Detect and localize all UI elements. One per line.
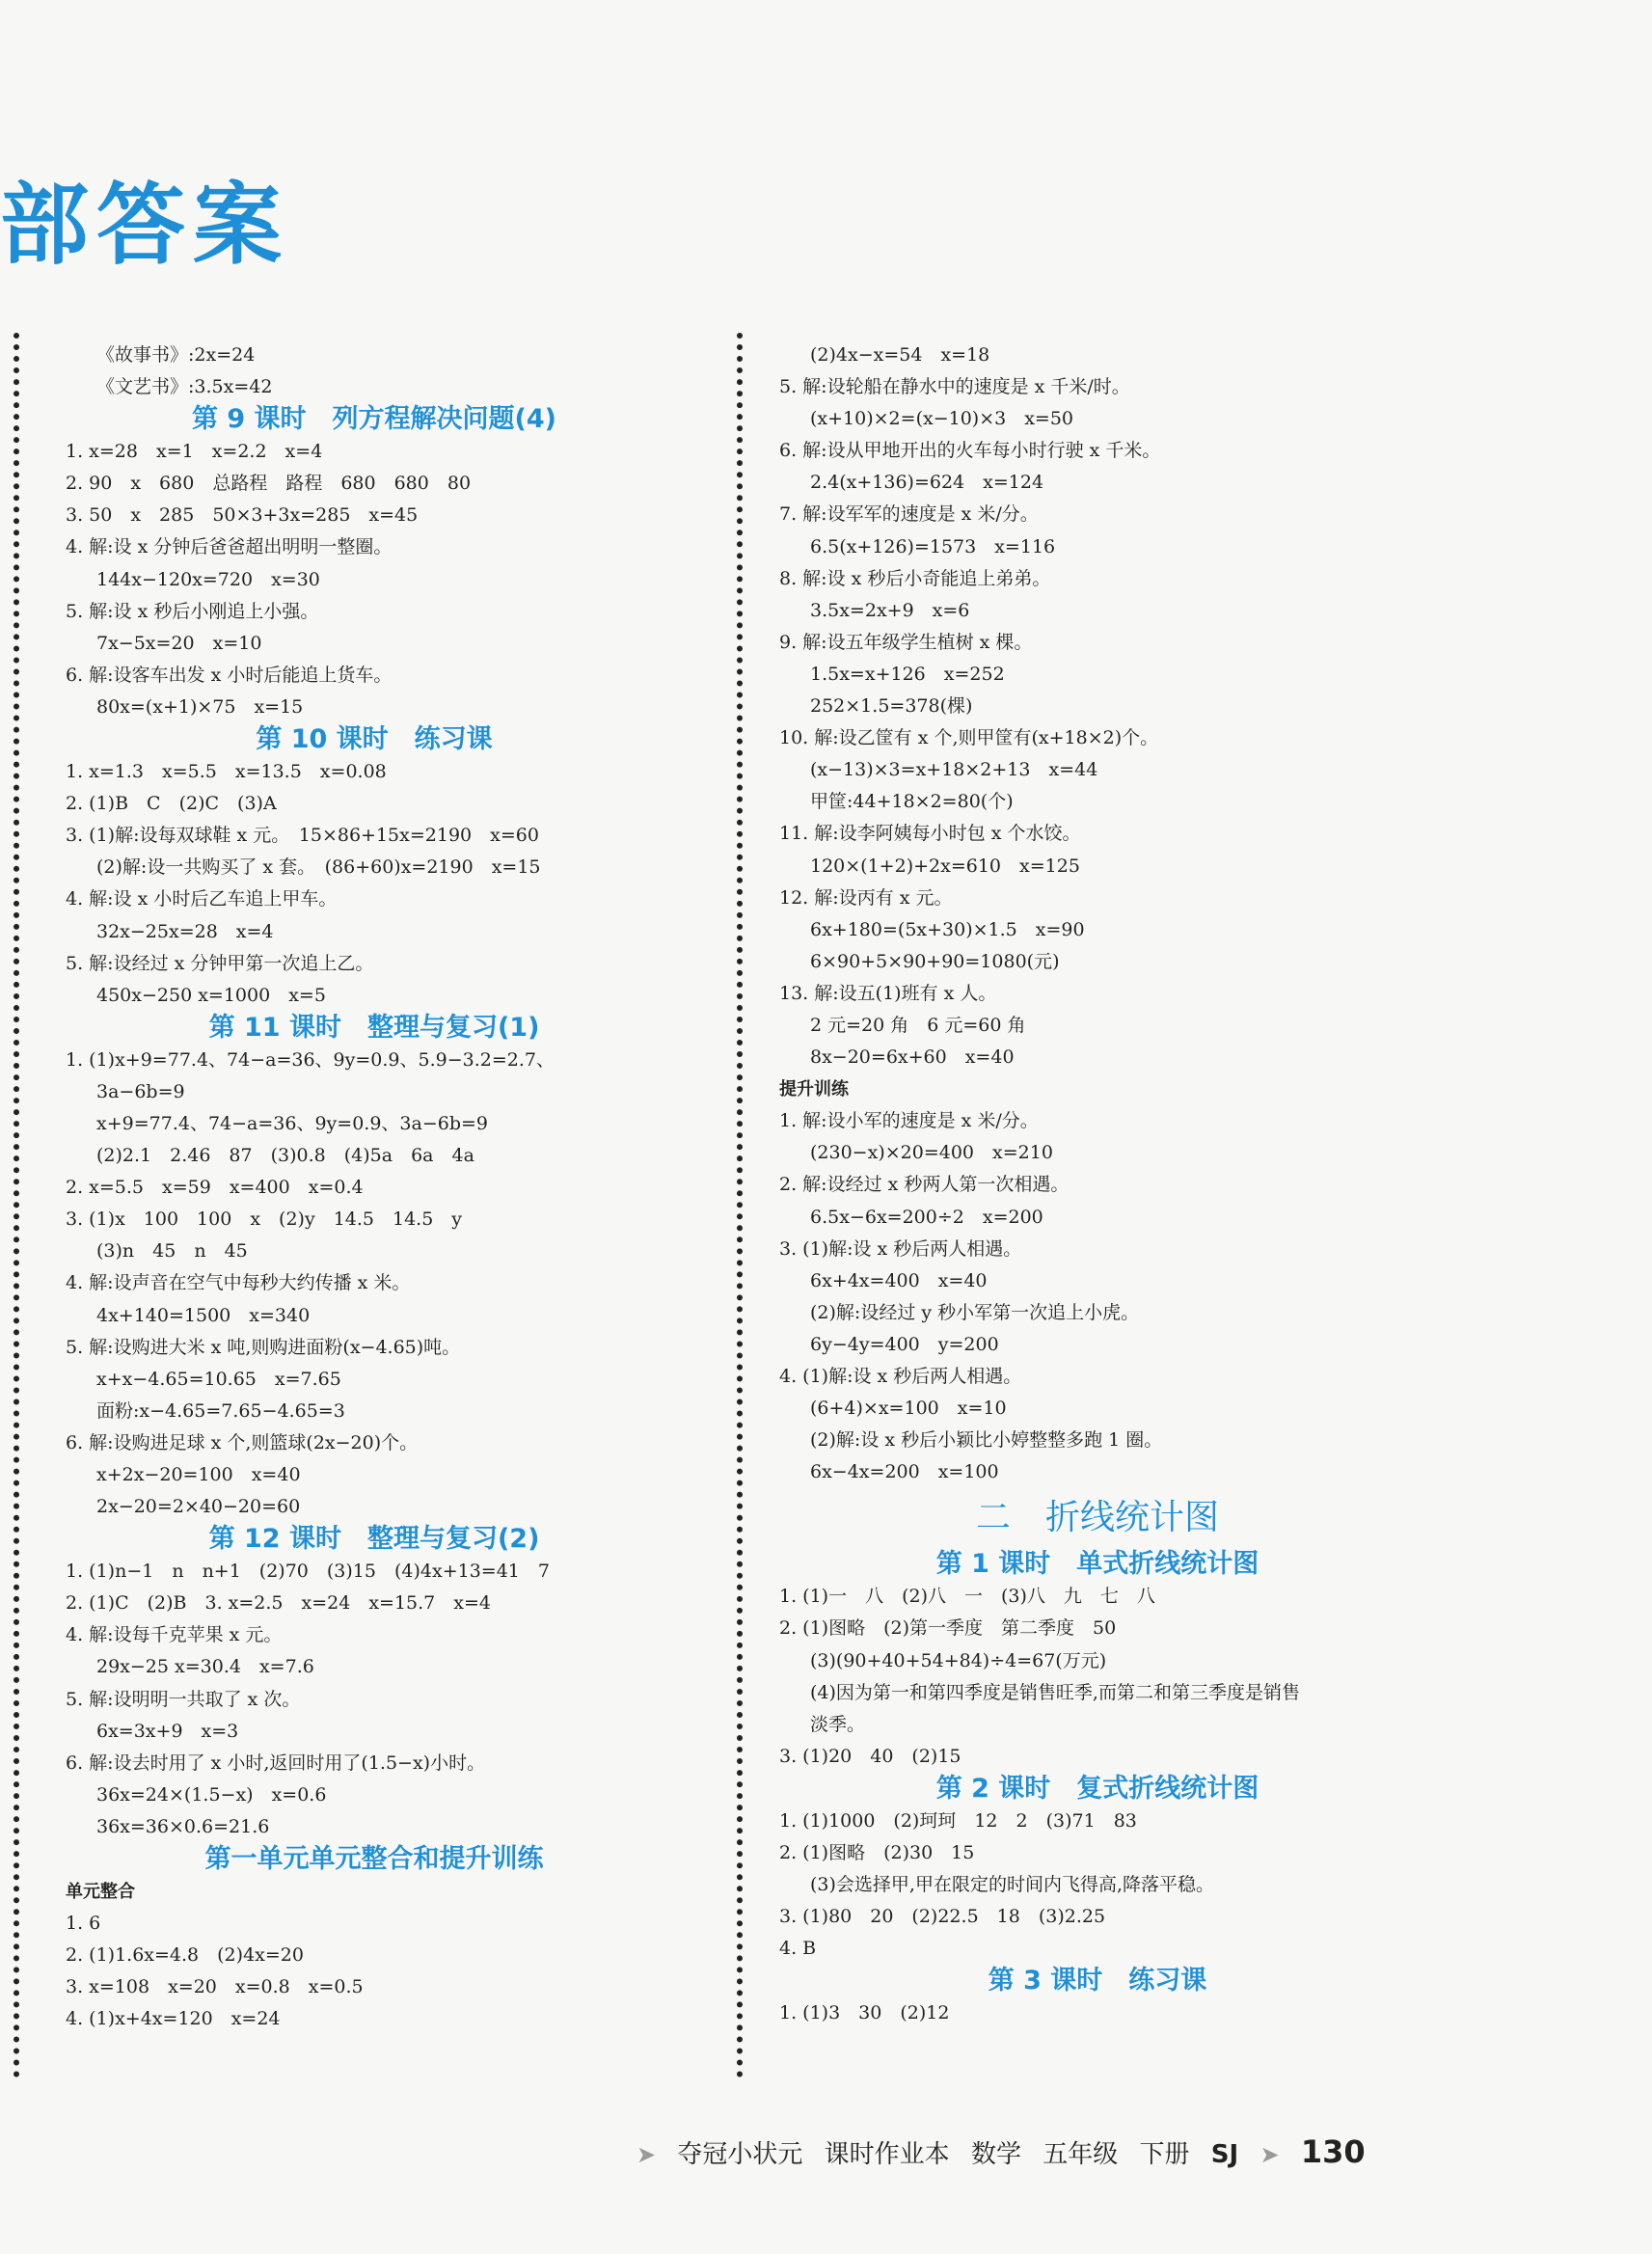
answer-item: 4. 解:设 x 小时后乙车追上甲车。: [66, 888, 338, 910]
answer-detail: (3)会选择甲,甲在限定的时间内飞得高,降落平稳。: [810, 1874, 1214, 1896]
answer-detail: (2)解:设经过 y 秒小军第一次追上小虎。: [810, 1301, 1140, 1323]
lesson-title: 第一单元单元整合和提升训练: [204, 1844, 544, 1875]
answer-detail: (x+10)×2=(x−10)×3 x=50: [810, 408, 1074, 430]
answer-detail: 2.4(x+136)=624 x=124: [810, 472, 1044, 494]
answer-detail: 252×1.5=378(棵): [810, 695, 973, 718]
answer-detail: (230−x)×20=400 x=210: [810, 1142, 1053, 1164]
answer-detail: 《故事书》:2x=24: [96, 344, 256, 366]
footer-brand: 夺冠小状元: [677, 2140, 803, 2169]
answer-item: 2. (1)图略 (2)第一季度 第二季度 50: [779, 1617, 1117, 1640]
answer-item: 1. (1)x+9=77.4、74−a=36、9y=0.9、5.9−3.2=2.7、: [66, 1048, 555, 1071]
answer-detail: x+x−4.65=10.65 x=7.65: [96, 1368, 341, 1390]
answer-item: 9. 解:设五年级学生植树 x 棵。: [779, 631, 1033, 653]
answer-detail: 36x=36×0.6=21.6: [96, 1815, 270, 1837]
lesson-title: 第 2 课时 复式折线统计图: [935, 1773, 1259, 1804]
lesson-title: 第 1 课时 单式折线统计图: [935, 1549, 1259, 1580]
answer-detail: 6×90+5×90+90=1080(元): [810, 950, 1060, 972]
answer-item: 6. 解:设购进足球 x 个,则篮球(2x−20)个。: [66, 1431, 419, 1453]
answer-item: 4. 解:设 x 分钟后爸爸超出明明一整圈。: [66, 536, 393, 558]
answer-detail: (4)因为第一和第四季度是销售旺季,而第二和第三季度是销售: [810, 1681, 1300, 1703]
footer-grade: 五年级: [1043, 2140, 1119, 2169]
answer-item: 3. (1)x 100 100 x (2)y 14.5 14.5 y: [66, 1208, 463, 1231]
answer-detail: (2)4x−x=54 x=18: [810, 344, 990, 366]
footer-arrow-icon: ➤: [1259, 2141, 1280, 2168]
answer-detail: x+9=77.4、74−a=36、9y=0.9、3a−6b=9: [96, 1112, 489, 1134]
answer-item: 1. 6: [66, 1913, 101, 1935]
answer-detail: 6x−4x=200 x=100: [810, 1461, 999, 1483]
answer-item: 3. x=108 x=20 x=0.8 x=0.5: [66, 1976, 364, 1998]
footer-arrow-icon: ➤: [636, 2141, 657, 2168]
answer-item: 13. 解:设五(1)班有 x 人。: [779, 982, 997, 1004]
answer-detail: x+2x−20=100 x=40: [96, 1464, 301, 1485]
answer-detail: 6x+4x=400 x=40: [810, 1269, 988, 1291]
answer-detail: 80x=(x+1)×75 x=15: [96, 695, 304, 718]
answer-item: 6. 解:设去时用了 x 小时,返回时用了(1.5−x)小时。: [66, 1752, 486, 1774]
footer-edition: SJ: [1210, 2140, 1239, 2169]
answer-item: 5. 解:设经过 x 分钟甲第一次追上乙。: [66, 952, 374, 974]
answer-detail: (2)解:设一共购买了 x 套。 (86+60)x=2190 x=15: [96, 856, 541, 879]
answer-detail: 6y−4y=400 y=200: [810, 1333, 999, 1355]
answer-item: 3. (1)80 20 (2)22.5 18 (3)2.25: [779, 1906, 1106, 1928]
answer-item: 10. 解:设乙筐有 x 个,则甲筐有(x+18×2)个。: [779, 727, 1159, 749]
answer-item: 8. 解:设 x 秒后小奇能追上弟弟。: [779, 567, 1051, 589]
answer-item: 5. 解:设购进大米 x 吨,则购进面粉(x−4.65)吨。: [66, 1336, 461, 1358]
answer-item: 3. (1)20 40 (2)15: [779, 1745, 961, 1767]
lesson-title: 第 3 课时 练习课: [988, 1966, 1207, 1996]
left-column: [66, 339, 683, 2036]
answer-item: 2. 90 x 680 总路程 路程 680 680 80: [66, 473, 472, 495]
lesson-title: 第 12 课时 整理与复习(2): [208, 1524, 540, 1555]
answer-detail: 144x−120x=720 x=30: [96, 568, 320, 590]
answer-detail: 6x+180=(5x+30)×1.5 x=90: [810, 918, 1085, 940]
answer-item: 2. 解:设经过 x 秒两人第一次相遇。: [779, 1174, 1070, 1196]
answer-item: 2. (1)1.6x=4.8 (2)4x=20: [66, 1944, 304, 1967]
answer-detail: 7x−5x=20 x=10: [96, 632, 262, 654]
page-footer: [636, 2133, 1504, 2170]
answer-item: 3. (1)解:设 x 秒后两人相遇。: [779, 1237, 1022, 1260]
answer-item: 4. B: [779, 1938, 817, 1960]
answer-item: 1. (1)3 30 (2)12: [779, 2002, 950, 2024]
answer-item: 3. 50 x 285 50×3+3x=285 x=45: [66, 504, 419, 527]
answer-item: 6. 解:设客车出发 x 小时后能追上货车。: [66, 664, 393, 686]
left-binding-dots: [14, 333, 19, 2078]
answer-detail: 3a−6b=9: [96, 1080, 185, 1102]
footer-book: 课时作业本: [824, 2140, 950, 2169]
answer-detail: 450x−250 x=1000 x=5: [96, 984, 326, 1006]
answer-item: 4. (1)解:设 x 秒后两人相遇。: [779, 1366, 1022, 1387]
right-column: [779, 339, 1416, 2030]
answer-detail: 3.5x=2x+9 x=6: [810, 599, 970, 621]
lesson-title: 第 10 课时 练习课: [256, 724, 493, 755]
answer-item: 3. (1)解:设每双球鞋 x 元。 15×86+15x=2190 x=60: [66, 825, 539, 847]
answer-item: 7. 解:设军军的速度是 x 米/分。: [779, 503, 1039, 526]
answer-detail: (x−13)×3=x+18×2+13 x=44: [810, 759, 1098, 781]
answer-detail: 29x−25 x=30.4 x=7.6: [96, 1656, 314, 1678]
answer-item: 2. (1)B C (2)C (3)A: [66, 793, 277, 815]
answer-detail: 120×(1+2)+2x=610 x=125: [810, 855, 1080, 877]
answer-detail: 2 元=20 角 6 元=60 角: [810, 1014, 1026, 1036]
answer-item: 1. (1)一 八 (2)八 一 (3)八 九 七 八: [779, 1586, 1155, 1608]
answer-detail: 1.5x=x+126 x=252: [810, 663, 1005, 685]
answer-item: 4. (1)x+4x=120 x=24: [66, 2008, 281, 2030]
page-number: 130: [1300, 2133, 1366, 2170]
answer-detail: (2)解:设 x 秒后小颖比小婷整整多跑 1 圈。: [810, 1429, 1163, 1452]
answer-detail: 4x+140=1500 x=340: [96, 1304, 311, 1326]
answer-item: 1. 解:设小军的速度是 x 米/分。: [779, 1110, 1039, 1132]
answer-detail: 2x−20=2×40−20=60: [96, 1496, 301, 1518]
answer-detail: (3)(90+40+54+84)÷4=67(万元): [810, 1649, 1107, 1671]
answer-detail: 36x=24×(1.5−x) x=0.6: [96, 1783, 327, 1806]
center-binding-dots: [737, 333, 743, 2078]
answer-detail: 6.5(x+126)=1573 x=116: [810, 535, 1056, 557]
answer-detail: (6+4)×x=100 x=10: [810, 1398, 1007, 1420]
answer-item: 12. 解:设丙有 x 元。: [779, 886, 953, 909]
answer-detail: (3)n 45 n 45: [96, 1240, 248, 1263]
lesson-title: 第 9 课时 列方程解决问题(4): [191, 404, 557, 435]
answer-item: 2. (1)图略 (2)30 15: [779, 1842, 975, 1864]
subsection-label: 提升训练: [779, 1079, 849, 1100]
lesson-title: 第 11 课时 整理与复习(1): [208, 1012, 540, 1043]
section-heading: 部答案: [0, 174, 290, 277]
answer-item: 2. (1)C (2)B 3. x=2.5 x=24 x=15.7 x=4: [66, 1592, 491, 1615]
answer-detail: 32x−25x=28 x=4: [96, 920, 274, 942]
answer-detail: 淡季。: [810, 1713, 866, 1735]
answer-item: 11. 解:设李阿姨每小时包 x 个水饺。: [779, 823, 1081, 845]
answer-detail: 6.5x−6x=200÷2 x=200: [810, 1206, 1043, 1228]
answer-detail: 8x−20=6x+60 x=40: [810, 1046, 1015, 1069]
answer-detail: 面粉:x−4.65=7.65−4.65=3: [96, 1399, 345, 1422]
footer-subject: 数学: [970, 2140, 1021, 2169]
footer-volume: 下册: [1139, 2140, 1190, 2169]
answer-item: 4. 解:设每千克苹果 x 元。: [66, 1624, 283, 1646]
answer-item: 1. (1)1000 (2)珂珂 12 2 (3)71 83: [779, 1809, 1137, 1832]
answer-item: 2. x=5.5 x=59 x=400 x=0.4: [66, 1177, 364, 1199]
answer-item: 4. 解:设声音在空气中每秒大约传播 x 米。: [66, 1272, 411, 1294]
answer-item: 1. x=28 x=1 x=2.2 x=4: [66, 441, 323, 463]
answer-item: 1. x=1.3 x=5.5 x=13.5 x=0.08: [66, 761, 387, 783]
answer-item: 1. (1)n−1 n n+1 (2)70 (3)15 (4)4x+13=41 7: [66, 1561, 550, 1583]
answer-detail: 甲筐:44+18×2=80(个): [810, 791, 1014, 813]
answer-item: 5. 解:设轮船在静水中的速度是 x 千米/时。: [779, 376, 1130, 398]
answer-detail: 《文艺书》:3.5x=42: [96, 376, 273, 398]
answer-item: 6. 解:设从甲地开出的火车每小时行驶 x 千米。: [779, 440, 1161, 462]
answer-item: 5. 解:设 x 秒后小刚追上小强。: [66, 600, 319, 622]
subsection-label: 单元整合: [66, 1882, 135, 1903]
answer-item: 5. 解:设明明一共取了 x 次。: [66, 1688, 301, 1710]
answer-detail: 6x=3x+9 x=3: [96, 1720, 239, 1742]
answer-detail: (2)2.1 2.46 87 (3)0.8 (4)5a 6a 4a: [96, 1145, 474, 1167]
chapter-title: 二 折线统计图: [975, 1498, 1219, 1538]
